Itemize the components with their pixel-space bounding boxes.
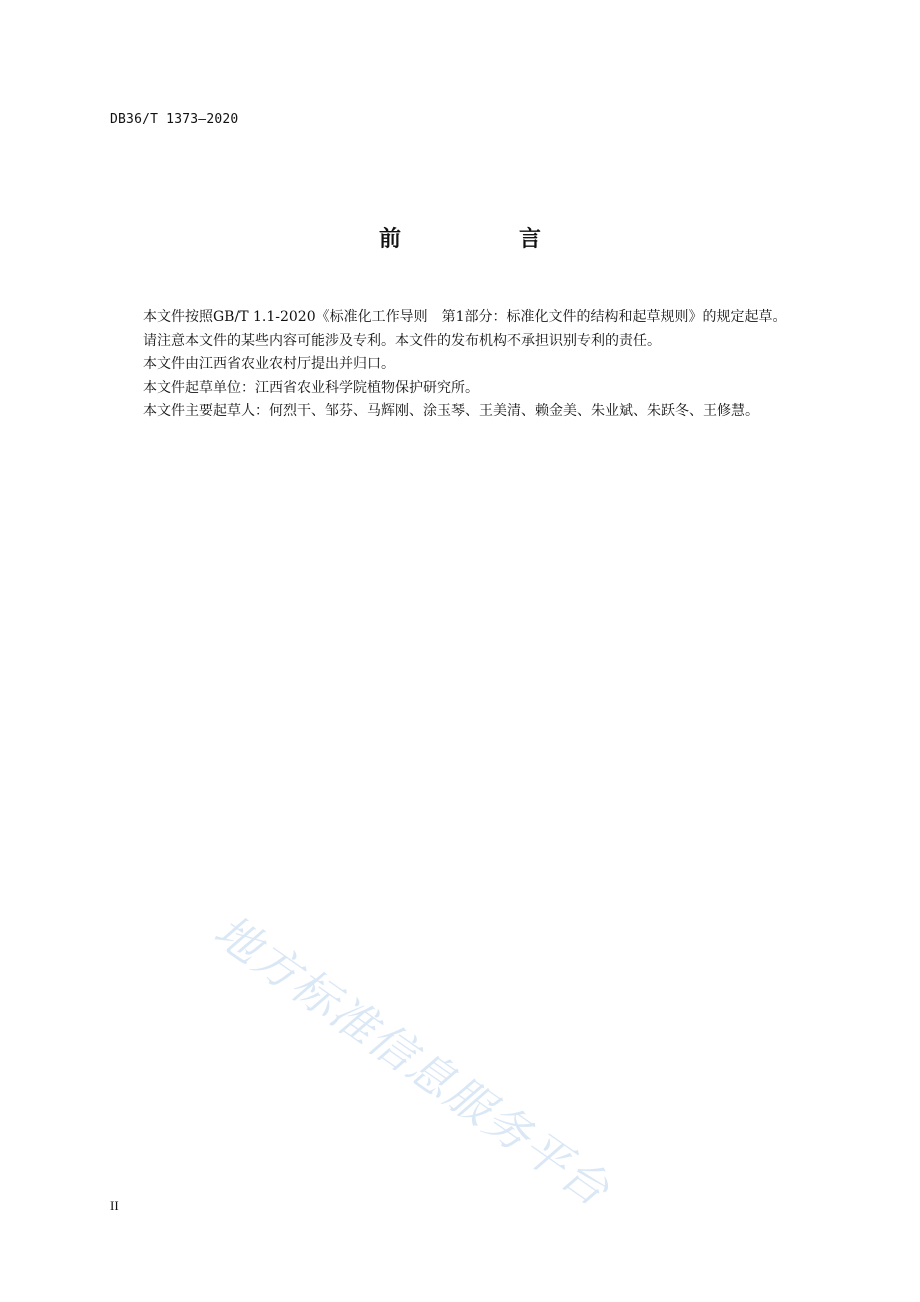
page-title: 前 言 (378, 227, 589, 252)
paragraph-drafting-unit: 本文件起草单位：江西省农业科学院植物保护研究所。 (143, 379, 479, 396)
page-number: II (110, 1198, 119, 1213)
foreword-body (110, 306, 834, 424)
paragraph-patent-notice: 请注意本文件的某些内容可能涉及专利。本文件的发布机构不承担识别专利的责任。 (143, 332, 661, 349)
paragraph-proposer: 本文件由江西省农业农村厅提出并归口。 (143, 356, 395, 372)
paragraph-drafting-rules: 本文件按照GB/T 1.1-2020《标准化工作导则 第1部分：标准化文件的结构和起草规则》的规定起草。 (143, 309, 787, 325)
watermark: 地方标准信息服务平台 (204, 904, 620, 1218)
paragraph-drafters: 本文件主要起草人：何烈干、邹芬、马辉刚、涂玉琴、王美清、赖金美、朱业斌、朱跃冬、王修慧。 (143, 403, 759, 419)
document-code: DB36/T 1373—2020 (110, 112, 239, 127)
